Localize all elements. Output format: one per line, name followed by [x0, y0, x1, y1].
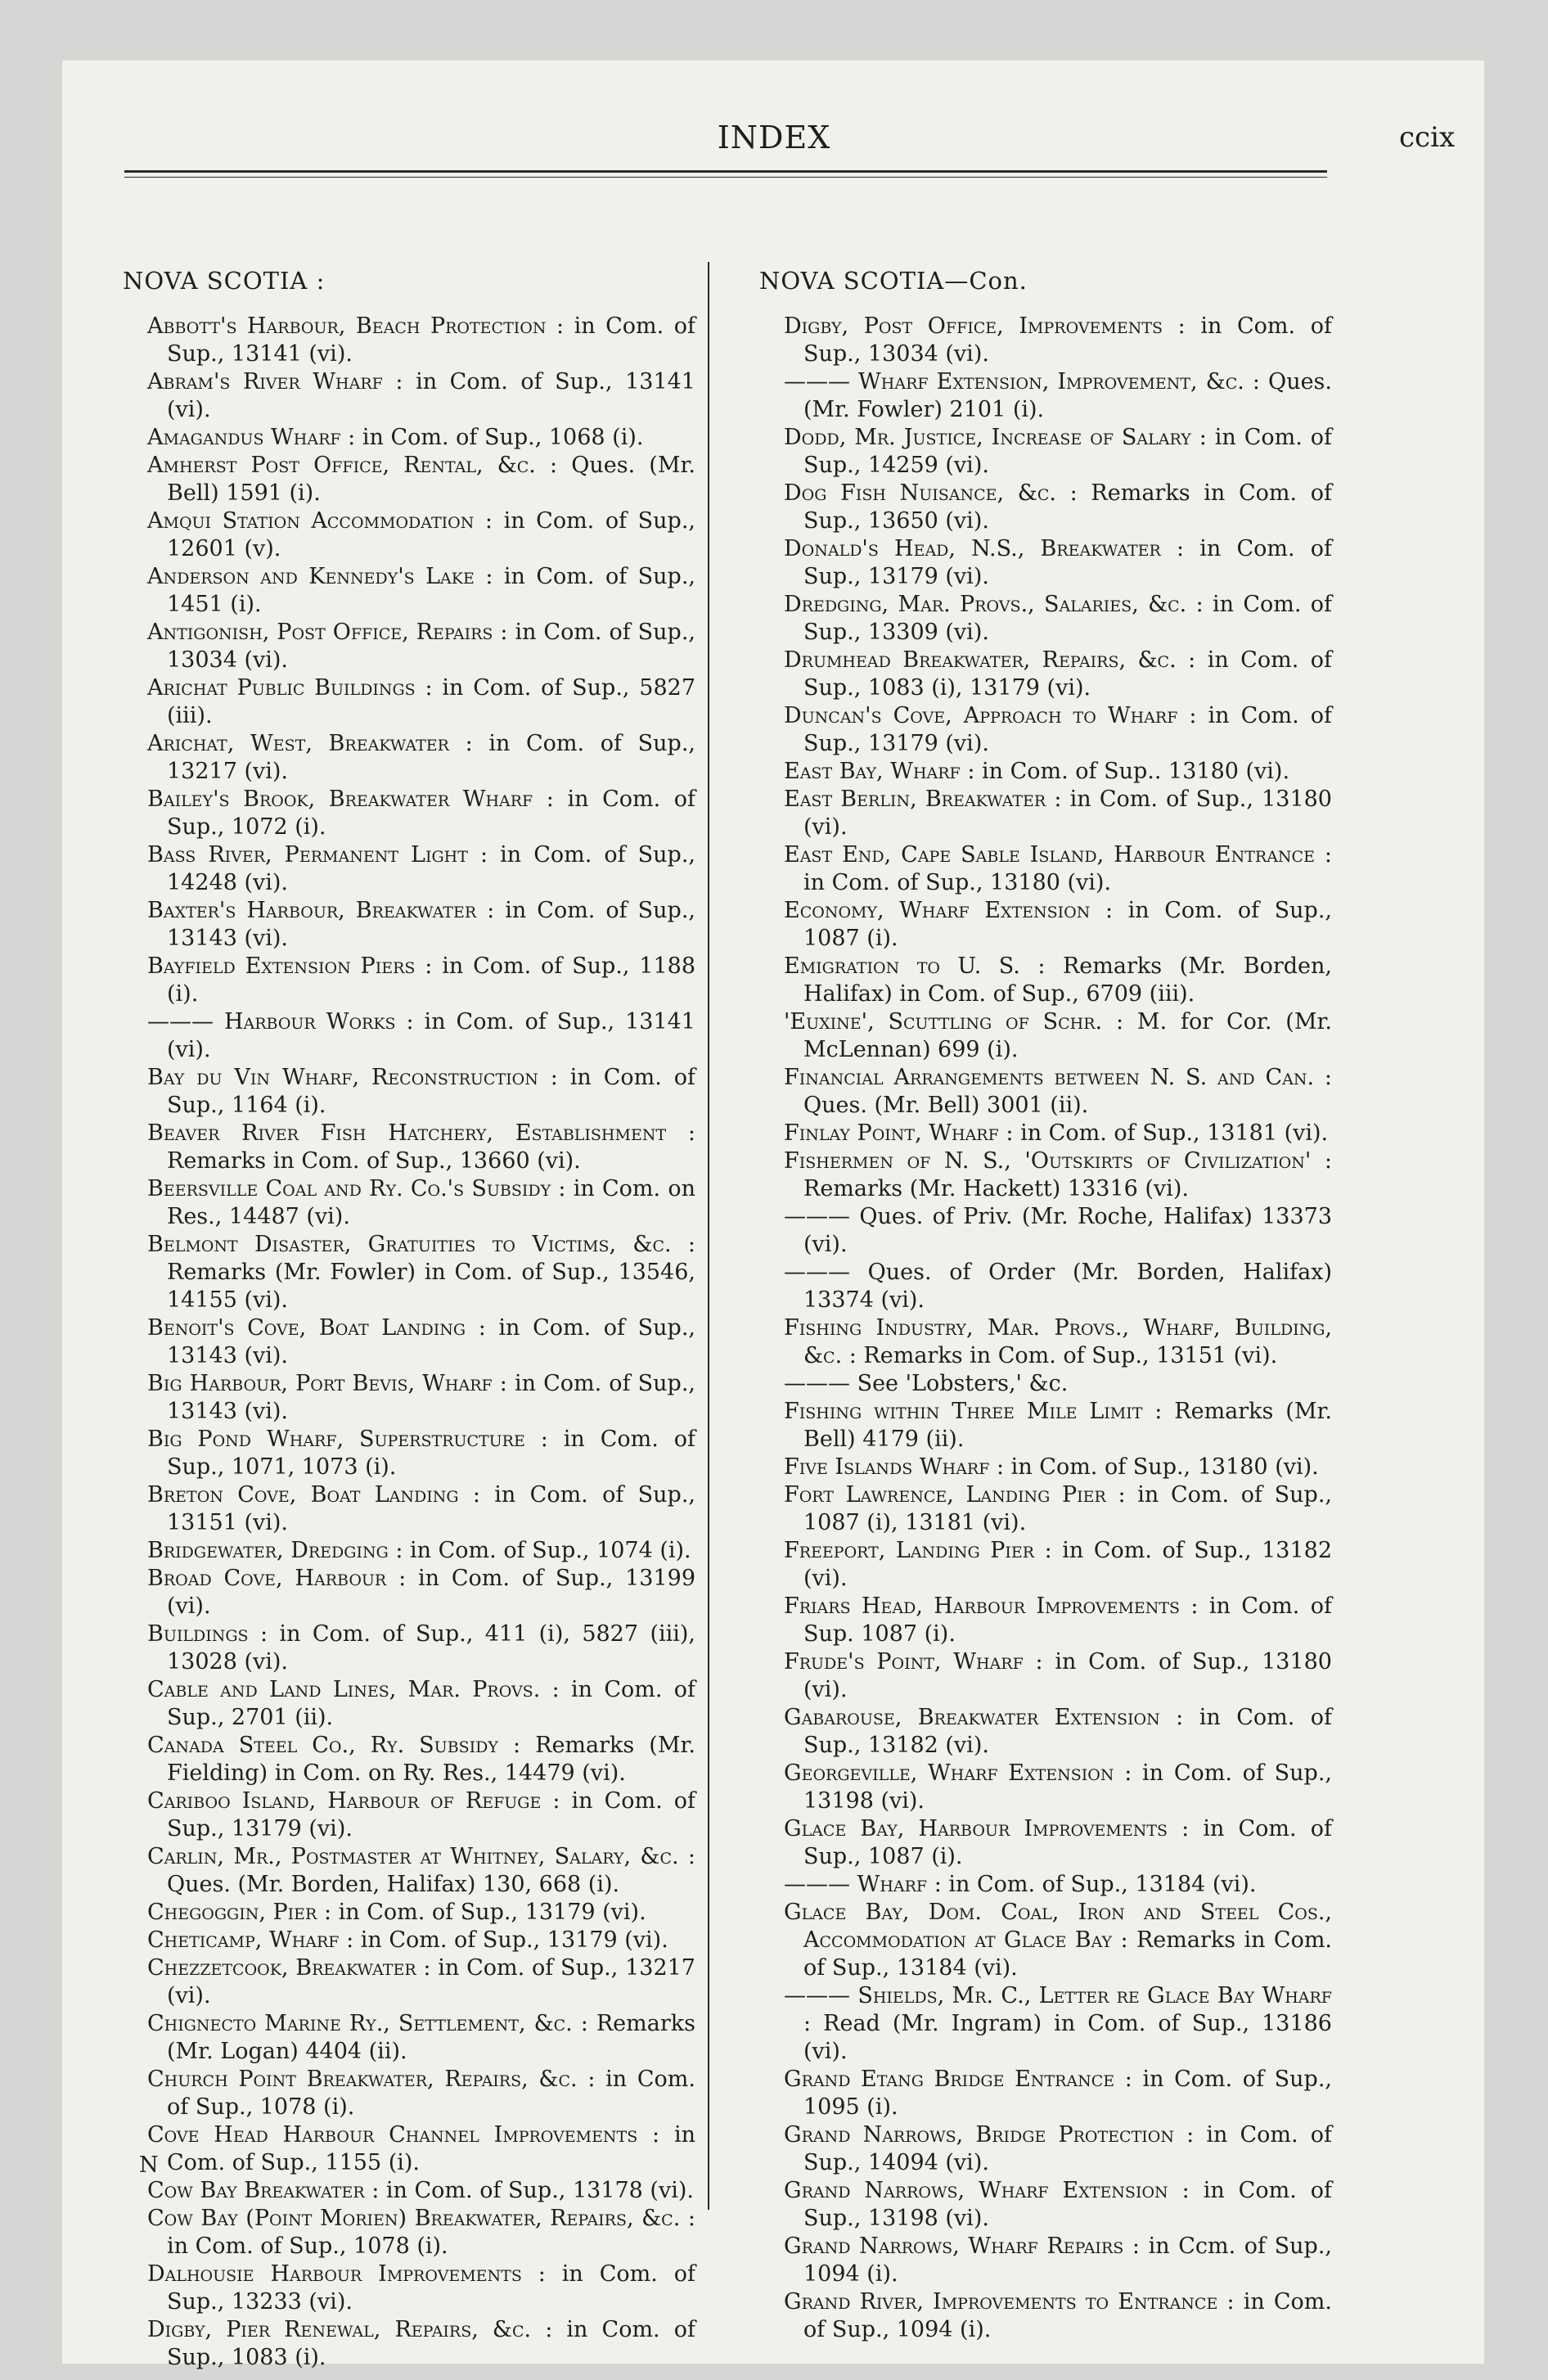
entry-heading: Beaver River Fish Hatchery, Establishment: [147, 1120, 667, 1146]
entry-heading: Donald's Head, N.S., Breakwater: [784, 536, 1161, 561]
entry-heading: East End, Cape Sable Island, Harbour Entrance: [784, 842, 1315, 868]
index-entry: [784, 1815, 1332, 1871]
entry-reference: : in Com. of Sup., 13179 (vi).: [339, 1927, 668, 1953]
entry-reference: : in Com. of Sup.. 13180 (vi).: [960, 759, 1290, 784]
entry-reference: : in Com. of Sup., 13198 (vi).: [803, 1760, 1333, 1814]
index-entry: [784, 1120, 1332, 1147]
section-heading-continued: NOVA SCOTIA—Con.: [759, 267, 1028, 295]
entry-reference: : in Com. of Sup., 13199 (vi).: [167, 1566, 695, 1619]
entry-heading: Belmont Disaster, Gratuities to Victims, &c.: [147, 1232, 672, 1257]
signature-mark: N: [139, 2152, 159, 2178]
entry-reference: : in Com. of Sup., 13143 (vi).: [167, 898, 695, 951]
entry-reference: : in Com. of Sup., 1164 (i).: [167, 1065, 695, 1118]
index-entry: [147, 1843, 695, 1899]
entry-reference: : in Com. of Sup., 13141 (vi).: [167, 1009, 695, 1062]
entry-reference: : in Com. of Sup., 1188 (i).: [167, 953, 695, 1007]
entry-heading: Baxter's Harbour, Breakwater: [147, 898, 477, 923]
entry-reference: : M. for Cor. (Mr. McLennan) 699 (i).: [803, 1009, 1332, 1062]
entry-reference: : Remarks (Mr. Fowler) in Com. of Sup., 13546, 14155 (vi).: [167, 1232, 695, 1313]
entry-reference: : in Com. of Sup., 13180 (vi).: [803, 842, 1332, 895]
index-entry: [147, 452, 695, 507]
entry-heading: Chezzetcook, Breakwater: [147, 1955, 416, 1981]
entry-heading: Fort Lawrence, Landing Pier: [784, 1482, 1106, 1508]
index-entry: [784, 897, 1332, 953]
index-entry: [784, 1593, 1332, 1648]
entry-reference: : in Com. of Sup., 14094 (vi).: [803, 2122, 1332, 2175]
header-rule-thin: [124, 177, 1327, 178]
entry-reference: : in Com. of Sup., 13198 (vi).: [803, 2178, 1332, 2231]
entry-reference: : in Com. of Sup., 1094 (i).: [803, 2289, 1332, 2342]
entry-reference: : in Com. of Sup., 1078 (i).: [167, 2206, 695, 2259]
entry-heading: Dodd, Mr. Justice, Increase of Salary: [784, 425, 1191, 450]
entry-heading: Grand Etang Bridge Entrance: [784, 2067, 1115, 2092]
index-entry: [147, 2066, 695, 2121]
index-entry: [147, 841, 695, 897]
index-entry: [784, 758, 1332, 786]
entry-reference: : in Com. of Sup., 13182 (vi).: [803, 1538, 1332, 1591]
index-entry: [784, 1481, 1332, 1537]
entry-heading: Digby, Post Office, Improvements: [784, 313, 1163, 339]
index-entry: [784, 786, 1332, 841]
entry-reference: : in Com. of Sup., 13141 (vi).: [167, 369, 695, 422]
index-entry: [147, 674, 695, 730]
entry-heading: Bass River, Permanent Light: [147, 842, 468, 868]
entry-reference: : in Com. of Sup., 13034 (vi).: [167, 620, 695, 673]
entry-reference: : in Com. of Sup., 14259 (vi).: [803, 425, 1332, 478]
entry-heading: ———: [784, 1260, 850, 1285]
entry-reference: : Read (Mr. Ingram) in Com. of Sup., 13186 (vi).: [803, 2011, 1332, 2064]
entry-reference: : in Com. of Sup., 1078 (i).: [167, 2067, 695, 2120]
entry-reference: : in Com. of Sup., 13143 (vi).: [167, 1371, 695, 1424]
entry-reference: : in Com. of Sup., 13181 (vi).: [998, 1120, 1329, 1146]
entry-reference: : Remarks in Com. of Sup., 13184 (vi).: [803, 1927, 1333, 1981]
entry-reference: : Remarks in Com. of Sup., 13650 (vi).: [803, 480, 1333, 534]
entry-reference: : in Com. of Sup., 1072 (i).: [167, 787, 695, 840]
entry-reference: Ques. of Order (Mr. Borden, Halifax) 13374 (vi).: [803, 1260, 1332, 1313]
index-entry: [784, 1982, 1332, 2066]
entry-heading: Fishing Industry, Mar. Provs., Wharf, Building, &c.: [784, 1315, 1332, 1368]
index-entry: [147, 1231, 695, 1314]
index-entry: [147, 1927, 695, 1954]
entry-reference: : in Com. of Sup., 1068 (i).: [340, 425, 644, 450]
entry-heading: Beersville Coal and Ry. Co.'s Subsidy: [147, 1176, 551, 1201]
entry-reference: : Remarks (Mr. Logan) 4404 (ii).: [167, 2011, 695, 2064]
index-entry: [784, 591, 1332, 647]
entry-heading: Cow Bay Breakwater: [147, 2178, 365, 2203]
entry-reference: : in Com. of Sup., 14248 (vi).: [167, 842, 695, 895]
index-entry: [147, 786, 695, 841]
entry-heading: Freeport, Landing Pier: [784, 1538, 1035, 1563]
entry-heading: Church Point Breakwater, Repairs, &c.: [147, 2067, 578, 2092]
entry-heading: Georgeville, Wharf Extension: [784, 1760, 1114, 1786]
index-entry: [784, 1147, 1332, 1203]
entry-heading: Finlay Point, Wharf: [784, 1120, 999, 1146]
entry-heading: Cow Bay (Point Morien) Breakwater, Repairs, &c.: [147, 2206, 681, 2231]
entry-heading: Five Islands Wharf: [784, 1454, 990, 1480]
entry-heading: Cheticamp, Wharf: [147, 1927, 340, 1953]
section-heading: NOVA SCOTIA :: [123, 267, 326, 295]
index-entry: [784, 480, 1332, 535]
entry-reference: : in Com. of Sup., 13141 (vi).: [167, 313, 695, 367]
entry-heading: Cable and Land Lines, Mar. Provs.: [147, 1677, 541, 1702]
entry-heading: Buildings: [147, 1621, 249, 1647]
entry-heading: ———: [784, 1204, 850, 1229]
entry-reference: : in Com. of Sup., 13179 (vi).: [317, 1900, 646, 1925]
index-entry: [147, 2010, 695, 2066]
entry-heading: Bay du Vin Wharf, Reconstruction: [147, 1065, 538, 1090]
entry-heading: Fishermen of N. S., 'Outskirts of Civilization': [784, 1148, 1312, 1174]
entry-heading: East Berlin, Breakwater: [784, 787, 1046, 812]
index-entry: [784, 2177, 1332, 2233]
index-entry: [784, 2233, 1332, 2288]
entry-reference: Ques. of Priv. (Mr. Roche, Halifax) 13373 (vi).: [803, 1204, 1332, 1257]
right-entry-list: [759, 313, 1332, 2344]
entry-reference: : in Com. of Sup., 13179 (vi).: [803, 703, 1332, 756]
index-entry: [784, 368, 1332, 424]
entry-heading: Big Pond Wharf, Superstructure: [147, 1427, 525, 1452]
entry-heading: Grand Narrows, Wharf Extension: [784, 2178, 1168, 2203]
entry-reference: : in Com. on Res., 14487 (vi).: [167, 1176, 695, 1229]
entry-heading: Amagandus Wharf: [147, 425, 341, 450]
entry-reference: : in Com. of Sup. 1087 (i).: [803, 1593, 1332, 1647]
entry-heading: Benoit's Cove, Boat Landing: [147, 1315, 466, 1341]
index-entry: [147, 1370, 695, 1426]
entry-heading: Anderson and Kennedy's Lake: [147, 564, 475, 589]
entry-reference: : Remarks (Mr. Hackett) 13316 (vi).: [803, 1148, 1332, 1201]
index-entry: [147, 507, 695, 563]
entry-reference: : in Com. of Sup., 13233 (vi).: [167, 2261, 695, 2315]
entry-heading: Bridgewater, Dredging: [147, 1538, 389, 1563]
entry-heading: ——— Shields, Mr. C., Letter re Glace Bay Wharf: [784, 1983, 1332, 2008]
entry-reference: : in Com. of Sup., 1095 (i).: [803, 2067, 1332, 2120]
index-entry: [784, 313, 1332, 368]
entry-reference: : in Com. of Sup., 1071, 1073 (i).: [167, 1427, 695, 1480]
entry-heading: Breton Cove, Boat Landing: [147, 1482, 459, 1508]
entry-reference: : in Com. of Sup., 1155 (i).: [167, 2122, 695, 2175]
index-entry: [784, 647, 1332, 702]
entry-heading: ——— Wharf Extension, Improvement, &c.: [784, 369, 1244, 394]
index-entry: [147, 1314, 695, 1370]
entry-reference: : in Com. of Sup., 13180 (vi).: [803, 787, 1332, 840]
index-entry: [147, 1537, 695, 1565]
entry-reference: : in Com. of Sup., 1451 (i).: [167, 564, 696, 617]
entry-reference: : in Com. of Sup., 13179 (vi).: [167, 1788, 695, 1841]
index-entry: [784, 2288, 1332, 2344]
entry-heading: Dredging, Mar. Provs., Salaries, &c.: [784, 592, 1187, 617]
left-column: [123, 267, 695, 2372]
entry-heading: ——— Wharf: [784, 1872, 928, 1897]
entry-heading: Cariboo Island, Harbour of Refuge: [147, 1788, 542, 1814]
entry-reference: : Remarks (Mr. Borden, Halifax) in Com. of Sup., 6709 (iii).: [803, 953, 1333, 1007]
entry-reference: : Ques. (Mr. Bell) 3001 (ii).: [803, 1065, 1333, 1118]
entry-heading: Financial Arrangements between N. S. and Can.: [784, 1065, 1315, 1090]
entry-heading: Emigration to U. S.: [784, 953, 1020, 979]
index-entry: [147, 1175, 695, 1231]
index-entry: [784, 1203, 1332, 1259]
entry-reference: : in Com. of Sup., 13180 (vi).: [803, 1649, 1332, 1702]
index-entry: [147, 2261, 695, 2316]
header-rule: [124, 170, 1327, 173]
entry-heading: Grand Narrows, Wharf Repairs: [784, 2234, 1124, 2259]
index-entry: [784, 1370, 1332, 1398]
entry-reference: : in Com. of Sup., 13151 (vi).: [167, 1482, 695, 1535]
index-entry: [147, 313, 695, 368]
entry-reference: : in Com. of Sup., 13143 (vi).: [167, 1315, 695, 1368]
entry-heading: Antigonish, Post Office, Repairs: [147, 620, 493, 645]
entry-heading: Arichat, West, Breakwater: [147, 731, 449, 756]
entry-heading: Economy, Wharf Extension: [784, 898, 1091, 923]
entry-reference: : in Com. of Sup., 13184 (vi).: [927, 1872, 1257, 1897]
entry-reference: : in Com. of Sup., 13178 (vi).: [364, 2178, 694, 2203]
left-entry-list: [123, 313, 695, 2372]
entry-reference: : in Com. of Sup., 2701 (ii).: [167, 1677, 695, 1730]
index-entry: [784, 1008, 1332, 1064]
index-entry: [147, 619, 695, 674]
index-entry: [147, 1064, 695, 1120]
entry-heading: Friars Head, Harbour Improvements: [784, 1593, 1181, 1619]
entry-heading: Fishing within Three Mile Limit: [784, 1399, 1143, 1424]
entry-reference: : Remarks (Mr. Fielding) in Com. on Ry. Res., 14479 (vi).: [167, 1733, 695, 1786]
entry-heading: Frude's Point, Wharf: [784, 1649, 1024, 1675]
index-entry: [147, 1481, 695, 1537]
entry-reference: : in Com. of Sup., 13179 (vi).: [803, 536, 1332, 589]
entry-heading: Digby, Pier Renewal, Repairs, &c.: [147, 2317, 532, 2342]
index-entry: [784, 1871, 1332, 1899]
index-entry: [147, 897, 695, 953]
index-entry: [784, 702, 1332, 758]
entry-reference: : in Com. of Sup., 13217 (vi).: [167, 1955, 695, 2008]
entry-heading: Grand Narrows, Bridge Protection: [784, 2122, 1174, 2148]
index-entry: [147, 563, 695, 619]
entry-reference: : in Com. of Sup., 1083 (i), 13179 (vi).: [803, 647, 1332, 701]
entry-reference: : Remarks in Com. of Sup., 13151 (vi).: [842, 1343, 1278, 1368]
entry-reference: : in Com. of Sup., 5827 (iii).: [167, 675, 695, 728]
entry-heading: 'Euxine', Scuttling of Schr.: [784, 1009, 1103, 1034]
entry-reference: : in Com. of Sup., 411 (i), 5827 (iii), 13028 (vi).: [167, 1621, 695, 1675]
entry-heading: Broad Cove, Harbour: [147, 1566, 387, 1591]
entry-reference: : in Com. of Sup., 12601 (v).: [167, 508, 695, 561]
entry-heading: Carlin, Mr., Postmaster at Whitney, Salary, &c.: [147, 1844, 679, 1869]
entry-heading: ——— Harbour Works: [147, 1009, 396, 1034]
index-entry: [784, 535, 1332, 591]
entry-reference: : in Com. of Sup., 1087 (i).: [803, 898, 1332, 951]
index-entry: [147, 1954, 695, 2010]
entry-reference: : in Com. of Sup., 1083 (i).: [167, 2317, 695, 2370]
index-entry: [784, 2066, 1332, 2121]
index-entry: [147, 1565, 695, 1620]
column-divider: [708, 262, 709, 2210]
entry-reference: : Remarks in Com. of Sup., 13660 (vi).: [167, 1120, 695, 1174]
index-entry: [784, 953, 1332, 1008]
index-entry: [147, 2177, 695, 2205]
entry-reference: : in Com. of Sup., 13217 (vi).: [167, 731, 696, 784]
index-entry: [147, 1676, 695, 1732]
index-entry: [784, 1259, 1332, 1314]
index-entry: [784, 1064, 1332, 1120]
entry-heading: Abram's River Wharf: [147, 369, 383, 394]
entry-heading: Arichat Public Buildings: [147, 675, 416, 701]
index-entry: [147, 1120, 695, 1175]
index-entry: [147, 1787, 695, 1843]
entry-heading: Canada Steel Co., Ry. Subsidy: [147, 1733, 498, 1758]
index-entry: [147, 1732, 695, 1787]
index-entry: [784, 841, 1332, 897]
entry-reference: : Remarks (Mr. Bell) 4179 (ii).: [803, 1399, 1332, 1452]
entry-heading: Grand River, Improvements to Entrance: [784, 2289, 1218, 2315]
index-entry: [147, 2205, 695, 2261]
index-entry: [147, 1426, 695, 1481]
entry-heading: Big Harbour, Port Bevis, Wharf: [147, 1371, 493, 1396]
entry-reference: : Ques. (Mr. Fowler) 2101 (i).: [803, 369, 1332, 422]
entry-heading: Abbott's Harbour, Beach Protection: [147, 313, 547, 339]
entry-heading: Chegoggin, Pier: [147, 1900, 317, 1925]
index-entry: [784, 1398, 1332, 1454]
entry-reference: : in Com. of Sup., 1087 (i), 13181 (vi).: [803, 1482, 1332, 1535]
entry-reference: : in Ccm. of Sup., 1094 (i).: [803, 2234, 1332, 2287]
entry-heading: Drumhead Breakwater, Repairs, &c.: [784, 647, 1177, 673]
entry-reference: : in Com. of Sup., 1074 (i).: [388, 1538, 691, 1563]
entry-heading: Gabarouse, Breakwater Extension: [784, 1705, 1160, 1730]
entry-heading: Dog Fish Nuisance, &c.: [784, 480, 1056, 506]
entry-reference: : in Com. of Sup., 13034 (vi).: [803, 313, 1332, 367]
entry-reference: : Ques. (Mr. Bell) 1591 (i).: [167, 453, 695, 506]
page-title: INDEX: [717, 119, 831, 156]
entry-heading: Amherst Post Office, Rental, &c.: [147, 453, 536, 478]
index-entry: [147, 368, 695, 424]
entry-heading: Dalhousie Harbour Improvements: [147, 2261, 522, 2287]
entry-heading: ———: [784, 1371, 850, 1396]
entry-heading: Glace Bay, Dom. Coal, Iron and Steel Cos., Accommodation at Glace Bay: [784, 1900, 1332, 1953]
entry-heading: Chignecto Marine Ry., Settlement, &c.: [147, 2011, 573, 2036]
index-entry: [784, 1648, 1332, 1704]
entry-heading: Glace Bay, Harbour Improvements: [784, 1816, 1168, 1841]
entry-reference: : in Com. of Sup., 13180 (vi).: [989, 1454, 1319, 1480]
index-entry: [147, 2121, 695, 2177]
index-entry: [784, 1314, 1332, 1370]
index-entry: [784, 424, 1332, 480]
entry-reference: : Ques. (Mr. Borden, Halifax) 130, 668 (i).: [167, 1844, 695, 1897]
index-entry: [147, 1899, 695, 1927]
entry-heading: Cove Head Harbour Channel Improvements: [147, 2122, 638, 2148]
entry-heading: Bayfield Extension Piers: [147, 953, 416, 979]
entry-reference: : in Com. of Sup., 1087 (i).: [803, 1816, 1332, 1869]
index-entry: [147, 1008, 695, 1064]
page-number: ccix: [1399, 121, 1456, 154]
index-entry: [147, 953, 695, 1008]
index-entry: [784, 2121, 1332, 2177]
entry-reference: : in Com. of Sup., 13182 (vi).: [803, 1705, 1332, 1758]
right-column: [759, 267, 1332, 2344]
index-entry: [784, 1899, 1332, 1982]
entry-heading: East Bay, Wharf: [784, 759, 961, 784]
entry-heading: Bailey's Brook, Breakwater Wharf: [147, 787, 533, 812]
index-entry: [147, 2316, 695, 2372]
index-entry: [147, 424, 695, 452]
entry-heading: Duncan's Cove, Approach to Wharf: [784, 703, 1178, 728]
index-entry: [784, 1760, 1332, 1815]
index-entry: [784, 1537, 1332, 1593]
index-entry: [784, 1454, 1332, 1481]
index-entry: [784, 1704, 1332, 1760]
entry-reference: : in Com. of Sup., 13309 (vi).: [803, 592, 1332, 645]
entry-heading: Amqui Station Accommodation: [147, 508, 475, 534]
index-entry: [147, 730, 695, 786]
index-entry: [147, 1620, 695, 1676]
entry-reference: See 'Lobsters,' &c.: [850, 1371, 1069, 1396]
